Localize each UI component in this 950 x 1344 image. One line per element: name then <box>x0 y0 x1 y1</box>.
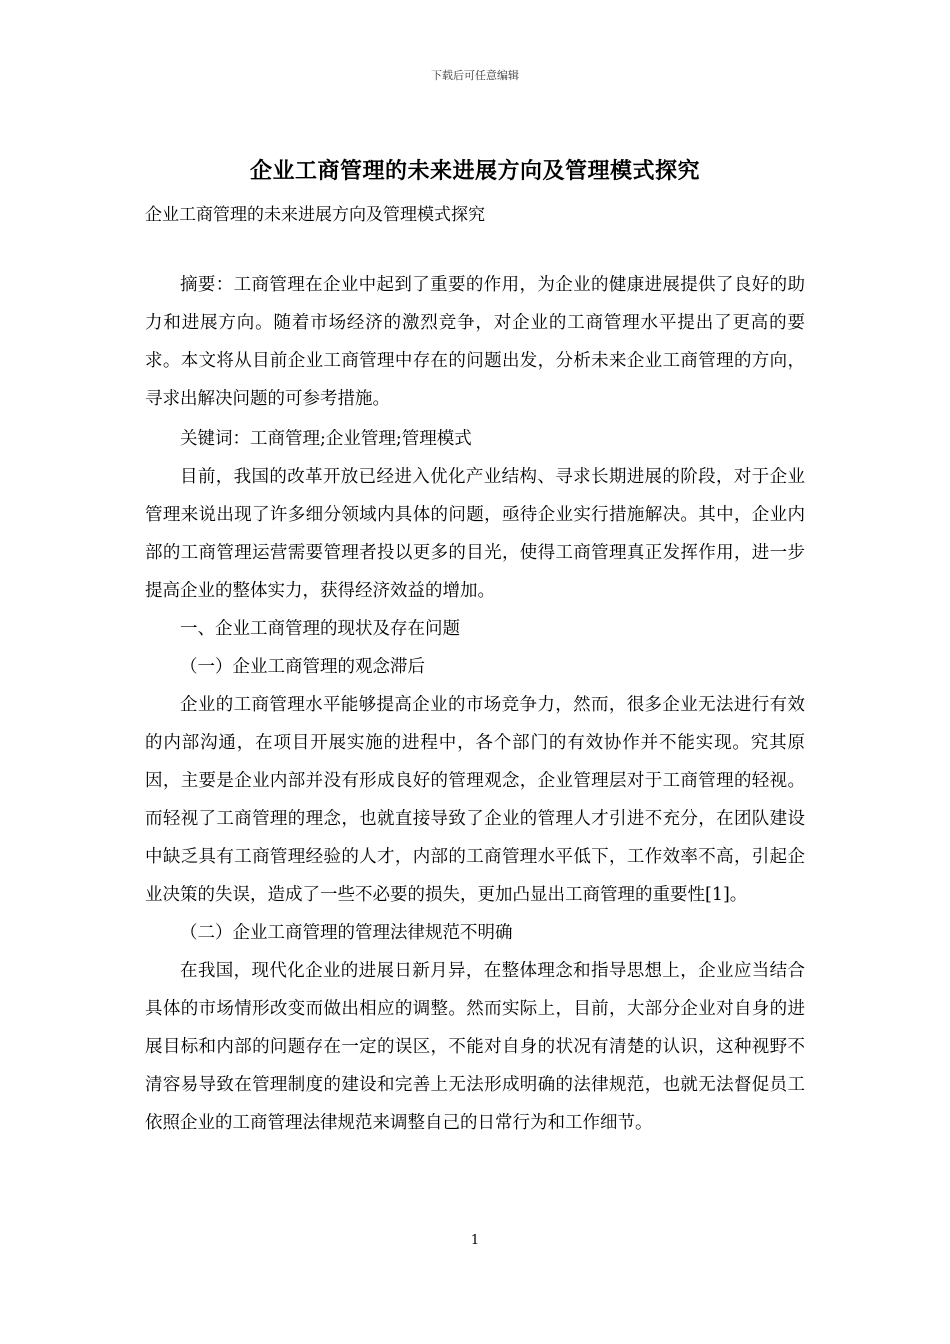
header-note: 下载后可任意编辑 <box>431 69 519 82</box>
body-paragraph: 在我国，现代化企业的进展日新月异，在整体理念和指导思想上，企业应当结合具体的市场情形改变而做出相应的调整。然而实际上，目前，大部分企业对自身的进展目标和内部的问题存在一定的误区，不能对自身的状况有清楚的认识，这种视野不清容易导致在管理制度的建设和完善上无法形成明确的法律规范，也就无法督促员工依照企业的工商管理法律规范来调整自己的日常行为和工作细节。 <box>145 961 805 1133</box>
subsection-heading-2: （二）企业工商管理的管理法律规范不明确 <box>180 923 513 943</box>
abstract-paragraph: 摘要：工商管理在企业中起到了重要的作用，为企业的健康进展提供了良好的助力和进展方向。随着市场经济的激烈竞争，对企业的工商管理水平提出了更高的要求。本文将从目前企业工商管理中存在的问题出发，分析未来企业工商管理的方向，寻求出解决问题的可参考措施。 <box>145 275 805 409</box>
document-subtitle: 企业工商管理的未来进展方向及管理模式探究 <box>145 205 485 225</box>
keywords-paragraph: 关键词：工商管理;企业管理;管理模式 <box>180 429 472 449</box>
document-title: 企业工商管理的未来进展方向及管理模式探究 <box>249 158 700 184</box>
page-number: 1 <box>470 1233 480 1248</box>
section-heading-1: 一、企业工商管理的现状及存在问题 <box>180 619 460 639</box>
body-paragraph: 企业的工商管理水平能够提高企业的市场竞争力，然而，很多企业无法进行有效的内部沟通，在项目开展实施的进程中，各个部门的有效协作并不能实现。究其原因，主要是企业内部并没有形成良好的管理观念，企业管理层对于工商管理的轻视。而轻视了工商管理的理念，也就直接导致了企业的管理人才引进不充分，在团队建设中缺乏具有工商管理经验的人才，内部的工商管理水平低下，工作效率不高，引起企业决策的失误，造成了一些不必要的损失，更加凸显出工商管理的重要性[1]。 <box>145 695 805 905</box>
intro-paragraph: 目前，我国的改革开放已经进入优化产业结构、寻求长期进展的阶段，对于企业管理来说出现了许多细分领域内具体的问题，亟待企业实行措施解决。其中，企业内部的工商管理运营需要管理者投以更多的目光，使得工商管理真正发挥作用，进一步提高企业的整体实力，获得经济效益的增加。 <box>145 467 805 601</box>
subsection-heading-1: （一）企业工商管理的观念滞后 <box>180 657 425 677</box>
document-body <box>145 266 805 1142</box>
